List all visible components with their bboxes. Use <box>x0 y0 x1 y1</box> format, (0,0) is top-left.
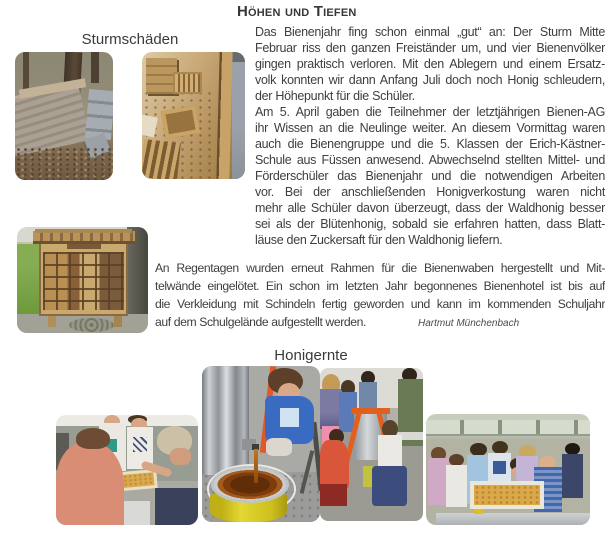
leaf-litter-ground <box>15 147 113 180</box>
class-with-honeycomb-frame-photo <box>426 414 590 525</box>
closing-line: telwände eingelötet. Ein schon im letzten Jahr begonnenes Bienenhotel ist bis auf <box>155 279 605 293</box>
adult-shoulder <box>155 488 198 525</box>
boy-hair <box>76 428 110 449</box>
stacked-hive-boxes <box>84 89 113 140</box>
roof-ridge <box>35 229 132 233</box>
article-line: volk konnten wir dann Anfang Juli doch noch Honig schleudern, <box>255 73 605 87</box>
shirt-print <box>133 437 147 452</box>
article-line: der Höhepunkt für die Schüler. <box>255 89 415 103</box>
tree-trunk <box>91 52 99 83</box>
storm-damage-fallen-stand-photo <box>15 52 113 180</box>
honeycomb-frame <box>470 481 544 510</box>
article-line: mehr alle Schüler davon überzeugt, dass der Waldhonig besser <box>255 201 605 215</box>
page-title: Höhen und Tiefen <box>237 3 357 20</box>
boy-pants <box>266 438 292 457</box>
article-line: läuse den Zuckersaft für den Waldhonig liefern. <box>255 233 503 247</box>
girl-jeans <box>372 466 407 506</box>
article-line: Das Bienenjahr fing schon einmal „gut“ an: Der Sturm Mitte <box>255 25 605 39</box>
article-line: Am 5. April gaben die Teilnehmer der letztjährigen Bienen-AG <box>255 105 605 119</box>
article-line: sei als der Blütenhonig, sobald sie erfahren hatten, dass Blatt- <box>255 217 605 231</box>
adult-face <box>170 448 191 465</box>
empty-frame <box>160 105 199 139</box>
article-text-column <box>255 24 605 248</box>
lawn <box>17 244 42 314</box>
article-line: auch die Bienengruppe und die 5. Klassen der Erich-Kästner- <box>255 137 605 151</box>
honeycomb-frame <box>173 72 202 94</box>
insect-hotel-photo <box>17 227 148 333</box>
article-line: Schule aus Füssen anwesend. Abwechselnd stellten Mittel- und <box>255 153 605 167</box>
boy-in-red-shirt <box>320 440 349 489</box>
article-line: ihr Wissen an die Neulinge weiter. An diesem Vormittag waren <box>255 121 605 135</box>
shirt-print <box>493 461 506 474</box>
boy-in-salmon-shirt <box>56 441 124 525</box>
girl-shirt <box>320 389 341 429</box>
steel-table <box>436 513 590 525</box>
insect-hotel-compartments <box>43 252 124 309</box>
girl-white-top <box>378 435 403 469</box>
slatted-rack <box>142 139 181 179</box>
article-line: gingen praktisch verloren. Mit den Ablegern und einem Ersatz- <box>255 57 605 71</box>
shirt-print <box>280 408 299 427</box>
uncapping-honeycomb-photo <box>56 415 198 525</box>
article-line: Förderschüler das Bienenjahr und die notwendigen Arbeiten <box>255 169 605 183</box>
closing-line: die Verkleidung mit Schindeln fertig geworden und kann im kommenden Schuljahr <box>155 297 605 311</box>
dark-red-shorts <box>320 484 347 505</box>
closing-line-text: auf dem Schulgelände aufgestellt werden. <box>155 315 366 329</box>
concrete-edge <box>232 52 245 179</box>
article-line: vor. Bei der anschließenden Honigverkostung waren nicht <box>255 185 605 199</box>
honey-extractor-group-photo <box>320 368 423 521</box>
kid-figure <box>446 465 467 507</box>
article-line: Februar riss den ganzen Freiständer um, und vier Bienenvölker <box>255 41 605 55</box>
kid-figure <box>562 454 583 498</box>
honey-stream <box>254 449 258 483</box>
closing-line: An Regentagen wurden erneut Rahmen für die Bienenwaben hergestellt und Mit- <box>155 261 605 275</box>
honey-flowing-into-bucket-photo <box>202 366 320 522</box>
closing-line <box>155 313 605 331</box>
steel-extractor-tank <box>202 366 249 475</box>
harvest-section-heading: Honigernte <box>274 347 348 364</box>
author-signature: Hartmut Münchenbach <box>417 318 520 329</box>
storm-damage-broken-hives-photo <box>142 52 245 179</box>
storm-section-heading: Sturmschäden <box>81 31 179 48</box>
window-strip <box>426 420 590 437</box>
circular-stone-pattern <box>69 318 114 332</box>
closing-paragraph <box>155 259 605 331</box>
